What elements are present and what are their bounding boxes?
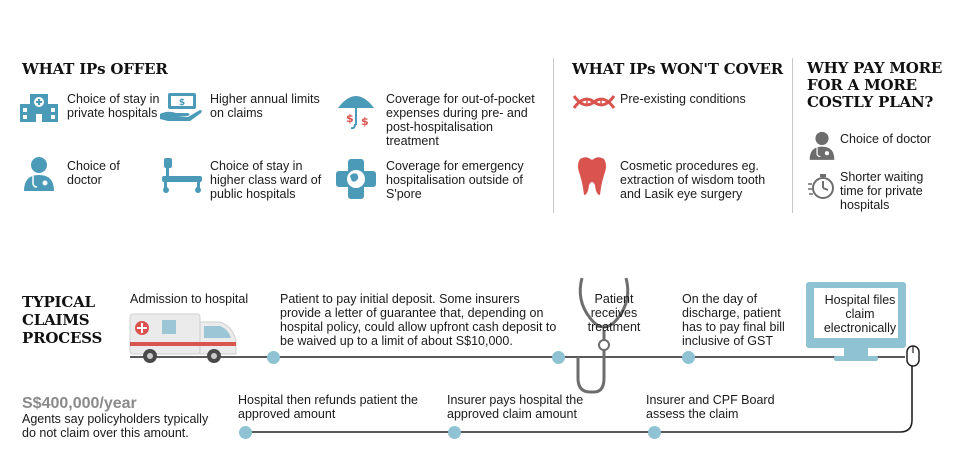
offer-title: WHAT IPs OFFER [22,60,168,78]
why-pay-item-doctor: Choice of doctor [840,132,932,146]
wont-cover-title: WHAT IPs WON'T COVER [572,60,784,78]
wont-cover-item-cosmetic: Cosmetic procedures eg. extraction of wisdom tooth and Lasik eye surgery [620,159,766,201]
claims-step-refund: Hospital then refunds patient the approved amount [238,393,418,421]
svg-text:$: $ [178,98,186,108]
offer-item-emergency-overseas: Coverage for emergency hospitalisation outside of S'pore [386,159,524,201]
offer-item-private-hospitals: Choice of stay in private hospitals [67,92,160,120]
wont-cover-item-pre-existing: Pre-existing conditions [620,92,746,106]
claims-step-discharge: On the day of discharge, patient has to pay final bill inclusive of GST [682,292,785,348]
offer-item-annual-limits: Higher annual limits on claims [210,92,320,120]
claims-title: TYPICAL CLAIMS PROCESS [22,293,103,347]
timeline-dot [682,351,695,364]
claims-stat-text: Agents say policyholders typically do not claim over this amount. [22,412,209,440]
timeline-dot [552,351,565,364]
claims-step-treatment: Patient receives treatment [587,292,641,334]
claims-step-admission: Admission to hospital [130,292,249,306]
claims-step-deposit: Patient to pay initial deposit. Some insurers provide a letter of guarantee that, depending on hospital policy, could allow upfront cash deposit to be waived up to a limit of about S$10,000. [280,292,557,348]
timeline-dot [448,426,461,439]
timeline-dot [239,426,252,439]
timeline-dot [267,351,280,364]
svg-text:$: $ [346,112,354,125]
claims-stat-value: S$400,000/year [22,395,137,412]
why-pay-item-waiting-time: Shorter waiting time for private hospitals [840,170,924,212]
ambulance-icon [128,310,240,366]
timeline-dot [648,426,661,439]
claims-step-assess: Insurer and CPF Board assess the claim [646,393,775,421]
offer-item-doctor: Choice of doctor [67,159,120,187]
offer-item-out-of-pocket: Coverage for out-of-pocket expenses during pre- and post-hospitalisation treatment [386,92,535,148]
claims-step-insurer-pays: Insurer pays hospital the approved claim amount [447,393,584,421]
offer-item-public-ward: Choice of stay in higher class ward of public hospitals [210,159,322,201]
why-pay-title: WHY PAY MORE FOR A MORE COSTLY PLAN? [807,59,943,111]
claims-step-files-claim: Hospital files claim electronically [823,293,897,335]
svg-text:$: $ [361,115,369,128]
